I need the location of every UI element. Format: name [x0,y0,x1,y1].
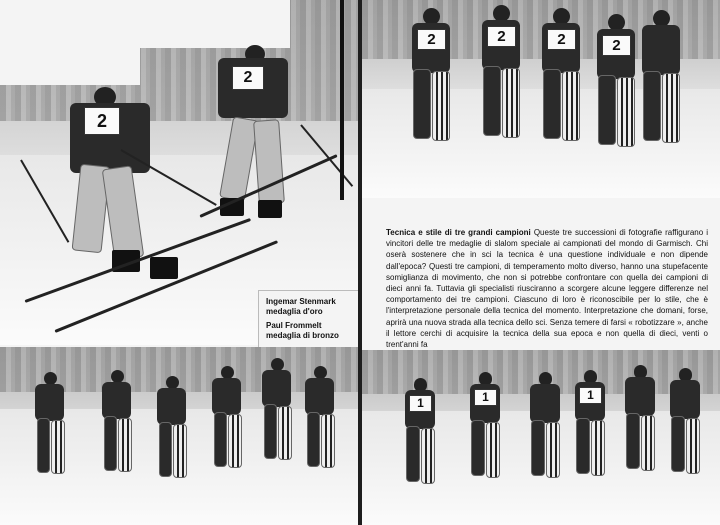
caption-frommelt-medal: medaglia di bronzo [266,331,339,340]
skier-figure [462,372,507,492]
skier-figure [150,376,194,492]
skier-figure [402,8,459,160]
bib-number: 1 [579,387,602,404]
skier-figure [397,378,442,498]
skier-figure [28,372,72,488]
bib-number: 1 [409,395,432,412]
caption-stenmark-medal: medaglia d'oro [266,307,323,316]
skier-figure [567,370,612,490]
skier-figure [472,5,529,157]
skier-figure [617,365,662,485]
skier-figure [298,366,342,482]
caption-stenmark [266,297,336,317]
bib-number: 2 [602,35,631,56]
skier-figure [95,370,139,486]
photo-inset-blank [0,0,140,85]
skier-figure [532,8,589,160]
slalom-gate-pole [340,0,344,200]
bib-number: 2 [84,107,120,135]
bib-number: 2 [547,29,576,50]
skier-figure [522,372,567,492]
bib-number: 2 [417,29,446,50]
caption-frommelt-name: Paul Frommelt [266,321,322,330]
left-page [0,0,358,525]
article-text [386,227,708,350]
bib-number: 1 [474,389,497,406]
caption-frommelt [266,321,339,341]
skier-figure [662,368,707,488]
article-heading: Tecnica e stile di tre grandi campioni [386,228,531,237]
skier-figure [255,358,299,474]
caption-stenmark-name: Ingemar Stenmark [266,297,336,306]
bib-number: 2 [487,26,516,47]
article-body: Queste tre successioni di fotografie raffigurano i vincitori delle tre medaglie di slalom speciale ai campionati del mondo di Garmisch. Chi oserà sostenere che in sci la tecnica è una questione individuale e non dipende dall'epoca? Questi tre campioni, di temperamento molto diverso, hanno una stupefacente somiglianza di movimento, che non si potrebbe confrontare con quella dei campioni di dieci anni fa. Tuttavia gli specialisti riusciranno a scorgere alcune leggere differenze nel comportamento dei tre campioni. Ciascuno di loro è riconoscibile per lo stile, che è l'interpretazione personale della tecnica del momento. Interpretazione che domani, forse, aprirà una nuova strada alla tecnica dello sci. Senza temere di farsi « robotizzare », anche il lettore cerchi di acquisire la tecnica della sua epoca e non quella di dieci, venti o trent'anni fa [386,228,708,350]
skier-figure [632,10,689,162]
bib-number: 2 [232,66,264,90]
skier-figure [205,366,249,482]
